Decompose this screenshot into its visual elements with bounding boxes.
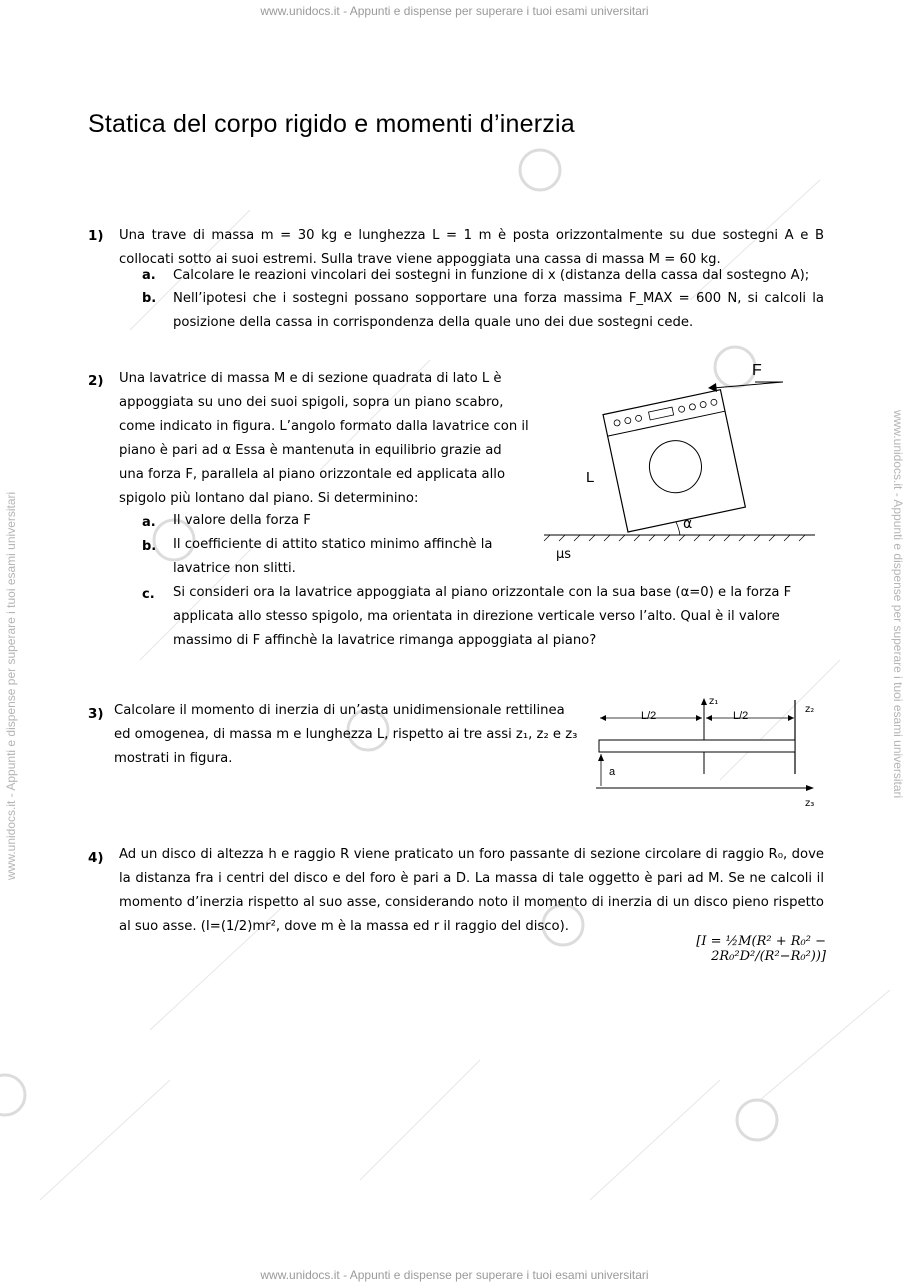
watermark-bottom: www.unidocs.it - Appunti e dispense per superare i tuoi esami universitari: [260, 1268, 649, 1282]
part-text: Nell’ipotesi che i sostegni possano sopportare una forza massima F_MAX = 600 N, si calcoli la posizione della cassa in corrispondenza della quale uno dei due sostegni cede.: [173, 291, 824, 330]
part-label: a.: [142, 268, 156, 283]
problem-text: Ad un disco di altezza h e raggio R viene praticato un foro passante di sezione circolare di raggio R₀, dove la distanza fra i centri del disco e del foro è pari a D. La massa di tale oggetto è pari ad M. Se ne calcoli il momento d’inerzia rispetto al suo asse, considerando noto il momento di inerzia di un disco pieno rispetto al suo asse. (I=(1/2)mr², dove m è la massa ed r il raggio del disco).: [119, 847, 824, 934]
problem-number: 2): [88, 373, 104, 389]
force-label: F: [752, 362, 762, 379]
part-text: Si consideri ora la lavatrice appoggiata al piano orizzontale con la sua base (α=0) e la forza F applicata allo stesso spigolo, ma orientata in direzione verticale verso l’alto. Qual è il valore massimo di F affinchè la lavatrice rimanga appoggiata al piano?: [173, 585, 792, 648]
problem-text: Calcolare il momento di inerzia di un’asta unidimensionale rettilinea ed omogenea, di massa m e lunghezza L, rispetto ai tre assi z₁, z₂ e z₃ mostrati in figura.: [114, 703, 578, 766]
problem-number: 3): [88, 706, 104, 722]
problem-number: 1): [88, 228, 104, 244]
axis-z2-label: z₂: [805, 704, 815, 715]
watermark-right: www.unidocs.it - Appunti e dispense per superare i tuoi esami universitari: [891, 410, 905, 799]
half-left-label: L/2: [641, 710, 657, 722]
friction-label: μs: [556, 547, 572, 562]
side-label: L: [586, 469, 595, 486]
part-label: c.: [142, 587, 155, 602]
answer-formula: [I = ½M(R² + R₀² − 2R₀²D²/(R²−R₀²))]: [696, 934, 826, 964]
problem-text: Una lavatrice di massa M e di sezione quadrata di lato L è appoggiata su uno dei suoi spigoli, sopra un piano scabro, come indicato in figura. L’angolo formato dalla lavatrice con il piano è pari ad α Essa è mantenuta in equilibrio grazie ad una forza F, parallela al piano orizzontale ed applicata allo spigolo più lontano dal piano. Si determinino:: [119, 371, 529, 506]
problem-number: 4): [88, 850, 104, 866]
problem-text: Una trave di massa m = 30 kg e lunghezza L = 1 m è posta orizzontalmente su due sostegni A e B collocati sotto ai suoi estremi. Sulla trave viene appoggiata una cassa di massa M = 60 kg.: [119, 228, 824, 267]
washing-machine-figure: [540, 360, 830, 570]
axis-z1-label: z₁: [709, 696, 719, 707]
page-title: Statica del corpo rigido e momenti d’inerzia: [88, 110, 575, 138]
axis-z3-label: z₃: [805, 798, 815, 809]
part-label: a.: [142, 515, 156, 530]
part-label: b.: [142, 539, 157, 554]
part-text: Calcolare le reazioni vincolari dei sostegni in funzione di x (distanza della cassa dal sostegno A);: [173, 268, 810, 283]
watermark-left: www.unidocs.it - Appunti e dispense per superare i tuoi esami universitari: [4, 491, 18, 880]
angle-label: α: [683, 516, 693, 532]
watermark-top: www.unidocs.it - Appunti e dispense per superare i tuoi esami universitari: [260, 4, 649, 18]
part-text: Il coefficiente di attito statico minimo affinchè la lavatrice non slitti.: [173, 537, 493, 576]
offset-label: a: [609, 766, 616, 778]
part-text: Il valore della forza F: [173, 513, 311, 528]
part-label: b.: [142, 291, 157, 306]
half-right-label: L/2: [733, 710, 749, 722]
